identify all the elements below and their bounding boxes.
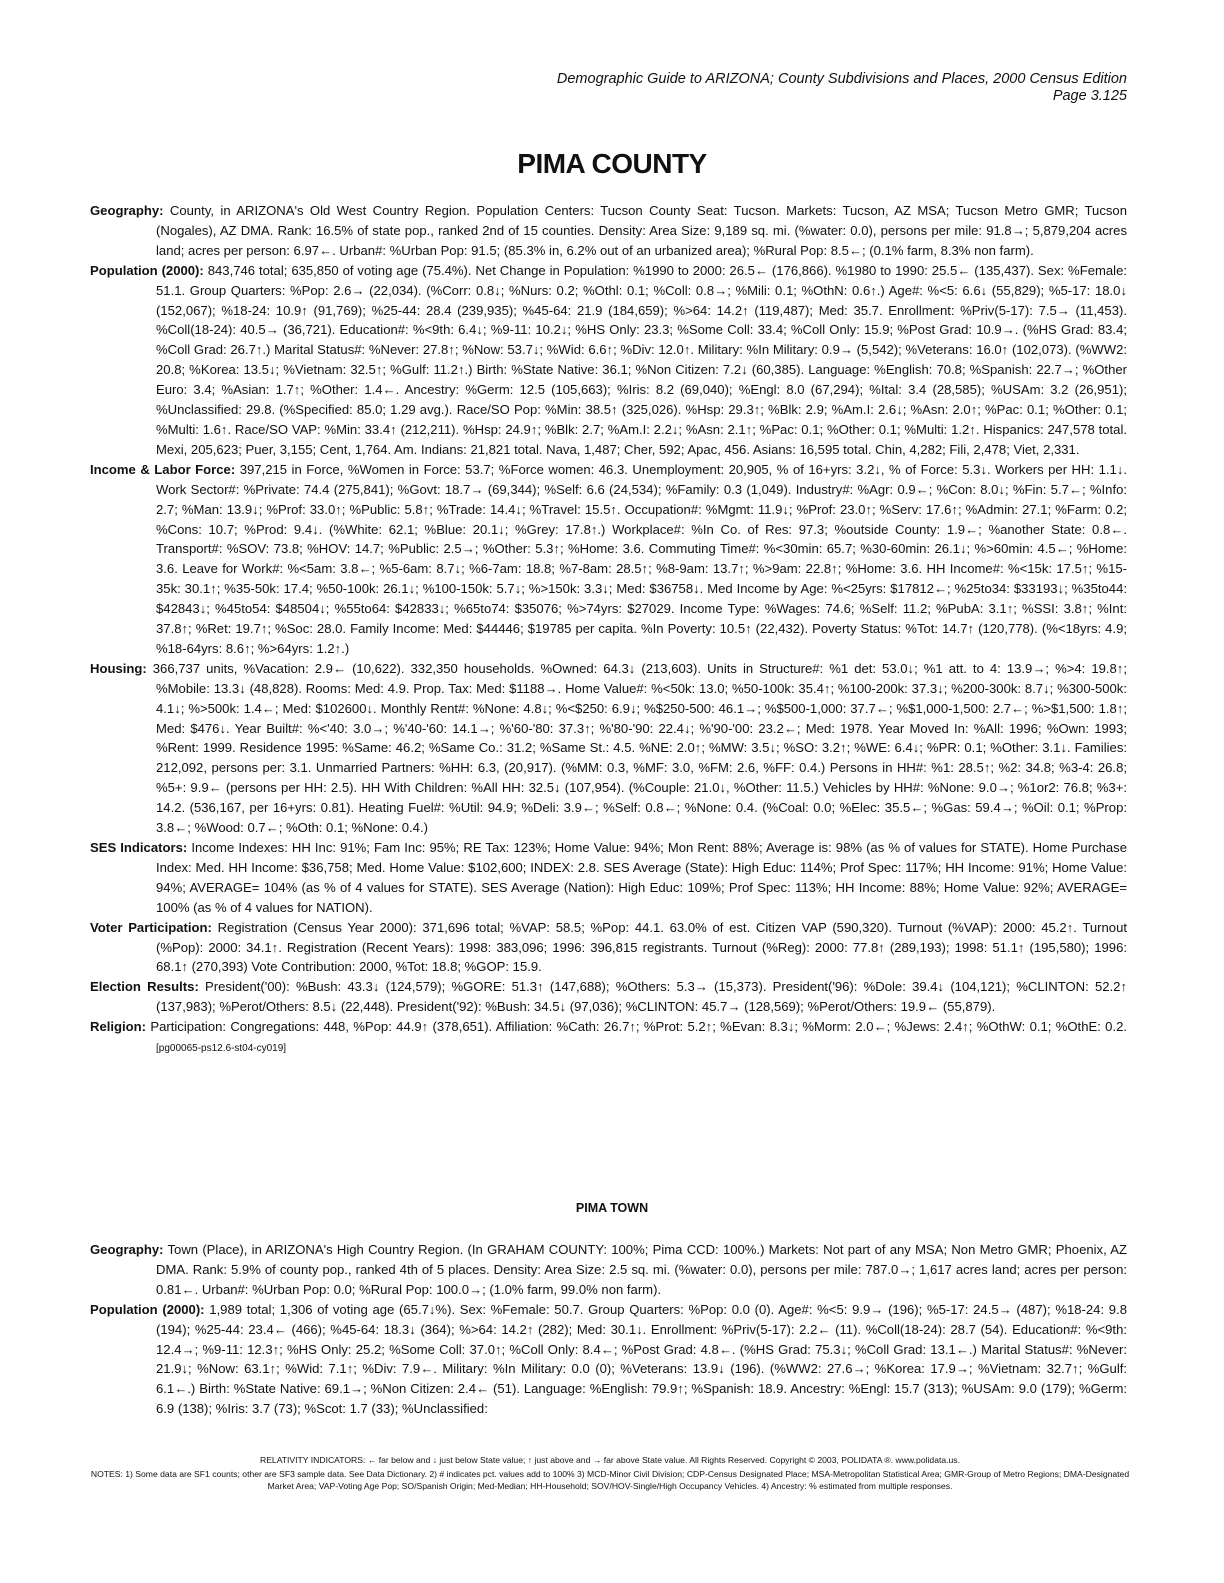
income-entry [90,460,1127,659]
entry-label: Housing: [90,660,147,676]
entry-label: Geography: [90,1242,164,1257]
entry-body: 397,215 in Force, %Women in Force: 53.7; %Force women: 46.3. Unemployment: 20,905, % of 16+yrs: 3.2↓, % of Force: 5.3↓. Workers per HH: 1.1↓. Work Sector#: %Private: 74.4 (275,841); %Govt: 18.7→ (69,344); %Self: 6.6 (24,534); %Family: 0.3 (1,049). Industry#: %Agr: 0.9←; %Con: 8.0↓; %Fin: 5.7←; %Info: 2.7; %Man: 13.9↓; %Prof: 33.0↑; %Public: 5.8↑; %Trade: 14.4↓; %Travel: 15.5↑. Occupation#: %Mgmt: 11.9↓; %Prof: 23.0↑; %Serv: 17.6↑; %Admin: 27.1; %Farm: 0.2; %Cons: 10.7; %Prod: 9.4↓. (%White: 62.1; %Blue: 20.1↓; %Grey: 17.8↑.) Workplace#: %In Co. of Res: 97.3; %outside County: 1.9←; %another State: 0.8←. Transport#: %SOV: 73.8; %HOV: 14.7; %Public: 2.5→; %Other: 5.3↑; %Home: 3.6. Commuting Time#: %<30min: 65.7; %30-60min: 26.1↓; %>60min: 4.5←; %Home: 3.6. Leave for Work#: %<5am: 3.8←; %5-6am: 8.7↓; %6-7am: 18.8; %7-8am: 28.5↑; %8-9am: 13.7↑; %>9am: 22.8↑; %Home: 3.6. HH Income#: %<15k: 17.5↑; %15-35k: 30.1↑; %35-50k: 17.4; %50-100k: 26.1↓; %100-150k: 5.7↓; %>150k: 3.3↓; Med: $36758↓. Med Income by Age: %<25yrs: $17812←; %25to34: $33193↓; %35to44: $42843↓; %45to54: $48504↓; %55to64: $42833↓; %65to74: $35076; %>74yrs: $27029. Income Type: %Wages: 74.6; %Self: 11.2; %PubA: 3.1↑; %SSI: 3.8↑; %Int: 37.8↑; %Ret: 19.7↑; %Soc: 28.0. Family Income: Med: $44446; $19785 per capita. %In Poverty: 10.5↑ (22,432). Poverty Status: %Tot: 14.7↑ (120,778). (%<18yrs: 4.9; %18-64yrs: 8.6↑; %>64yrs: 1.2↑.) [156,461,1128,656]
county-profile [90,201,1127,1059]
housing-entry [90,659,1127,838]
footer-notes: NOTES: 1) Some data are SF1 counts; other are SF3 sample data. See Data Dictionary. 2) # indicates pct. values add to 100% 3) MCD-Minor Civil Division; CDP-Census Designated Place; MSA-Metropolitan Statistical Area; GMR-Group of Metro Regions; DMA-Designated Market Area; VAP-Voting Age Pop; SO/Spanish Origin; Med-Median; HH-Household; SOV/HOV-Single/High Occupancy Vehicles. 4) Ancestry: % estimated from multiple responses. [90,1469,1130,1491]
county-title: PIMA COUNTY [517,148,707,179]
entry-body: 843,746 total; 635,850 of voting age (75.4%). Net Change in Population: %1990 to 2000: 26.5← (176,866). %1980 to 1990: 25.5← (135,437). Sex: %Female: 51.1. Group Quarters: %Pop: 2.6→ (22,034). (%Corr: 0.8↓; %Nurs: 0.2; %Othl: 0.1; %Coll: 0.8→; %Mili: 0.1; %OthN: 0.6↑.) Age#: %<5: 6.6↓ (55,829); %5-17: 18.0↓ (152,067); %18-24: 10.9↑ (91,769); %25-44: 28.4 (239,935); %45-64: 21.9 (184,659); %>64: 14.2↑ (119,487); Med: 35.7. Enrollment: %Priv(5-17): 7.5→ (11,453). %Coll(18-24): 40.5→ (36,721). Education#: %<9th: 6.4↓; %9-11: 10.2↓; %HS Only: 23.3; %Some Coll: 33.4; %Coll Only: 15.9; %Post Grad: 10.9→. (%HS Grad: 83.4; %Coll Grad: 26.7↑.) Marital Status#: %Never: 27.8↑; %Now: 53.7↓; %Wid: 6.6↑; %Div: 12.0↑. Military: %In Military: 0.9→ (5,542); %Veterans: 16.0↑ (102,073). (%WW2: 20.8; %Korea: 13.5↓; %Vietnam: 32.5↑; %Gulf: 11.2↑.) Birth: %State Native: 36.1; %Non Citizen: 7.2↓ (60,385). Language: %English: 70.8; %Spanish: 22.7→; %Other Euro: 3.4; %Asian: 1.7↑; %Other: 1.4←. Ancestry: %Germ: 12.5 (105,663); %Iris: 8.2 (69,040); %Engl: 8.0 (67,294); %Ital: 3.4 (28,585); %USAm: 3.2 (26,951); %Unclassified: 29.8. (%Specified: 85.0; 1.29 avg.). Race/SO Pop: %Min: 38.5↑ (325,026). %Hsp: 29.3↑; %Blk: 2.9; %Am.I: 2.6↓; %Asn: 2.0↑; %Pac: 0.1; %Other: 0.1; %Multi: 1.6↑. Race/SO VAP: %Min: 33.4↑ (212,211). %Hsp: 24.9↑; %Blk: 2.7; %Am.I: 2.2↓; %Asn: 2.1↑; %Pac: 0.1; %Other: 0.1; %Multi: 1.2↑. Hispanics: 247,578 total. Mexi, 205,623; Puer, 3,155; Cent, 1,764. Am. Indians: 21,821 total. Nava, 1,487; Cher, 592; Apac, 456. Asians: 16,595 total. Chin, 4,282; Fili, 2,478; Viet, 2,331. [156,262,1127,457]
entry-body: Town (Place), in ARIZONA's High Country Region. (In GRAHAM COUNTY: 100%; Pima CCD: 100%.) Markets: Not part of any MSA; Non Metro GMR; Phoenix, AZ DMA. Rank: 5.9% of county pop., ranked 4th of 5 places. Density: Area Size: 2.5 sq. mi. (%water: 0.0), persons per mile: 787.0→; 1,617 acres land; acres per person: 0.81←. Urban#: %Urban Pop: 0.0; %Rural Pop: 100.0→; (1.0% farm, 99.0% non farm). [156,1242,1127,1297]
entry-body: Income Indexes: HH Inc: 91%; Fam Inc: 95%; RE Tax: 123%; Home Value: 94%; Mon Rent: 88%; Average is: 98% (as % of values for STATE). Home Purchase Index: Med. HH Income: $36,758; Med. Home Value: $102,600; INDEX: 2.8. SES Average (State): High Educ: 114%; Prof Spec: 117%; HH Income: 91%; Home Value: 94%; AVERAGE= 104% (as % of 4 values for STATE). SES Average (Nation): High Educ: 109%; Prof Spec: 113%; HH Income: 88%; Home Value: 92%; AVERAGE= 100% (as % of 4 values for NATION). [156,840,1127,915]
relativity-indicators: RELATIVITY INDICATORS: ← far below and ↓ just below State value; ↑ just above and → far above State value. All Rights Reserved. Copyright © 2003, POLIDATA ®. www.polidata.us. [259,1455,960,1465]
population-entry [90,261,1127,460]
page-number: Page 3.125 [1052,88,1127,104]
entry-body: County, in ARIZONA's Old West Country Region. Population Centers: Tucson County Seat: Tucson. Markets: Tucson, AZ MSA; Tucson Metro GMR; Tucson (Nogales), AZ DMA. Rank: 16.5% of state pop., ranked 2nd of 15 counties. Density: Area Size: 9,189 sq. mi. (%water: 0.0), persons per mile: 91.8→; 5,879,204 acres land; acres per person: 6.97←. Urban#: %Urban Pop: 91.5; (85.3% in, 6.2% out of an urbanized area); %Rural Pop: 8.5←; (0.1% farm, 8.3% non farm). [156,203,1127,258]
election-entry [90,977,1127,1017]
town-title: PIMA TOWN [575,1201,649,1215]
entry-body: Registration (Census Year 2000): 371,696 total; %VAP: 58.5; %Pop: 44.1. 63.0% of est. Citizen VAP (590,320). Turnout (%VAP): 2000: 45.2↑. Turnout (%Pop): 2000: 34.1↑. Registration (Recent Years): 1998: 383,096; 1996: 396,815 registrants. Turnout (%Reg): 2000: 77.8↑ (289,193); 1998: 51.1↑ (195,580); 1996: 68.1↑ (270,393) Vote Contribution: 2000, %Tot: 18.8; %GOP: 15.9. [156,919,1127,975]
town-profile [90,1240,1127,1419]
geography-entry [90,201,1127,261]
religion-entry [90,1017,1127,1059]
town-geography-entry [90,1240,1127,1300]
town-population-entry [90,1300,1127,1419]
voter-entry [90,918,1127,978]
guide-title: Demographic Guide to ARIZONA; County Subdivisions and Places, 2000 Census Edition [556,71,1127,87]
entry-label: Election Results: [90,979,199,995]
entry-label: Geography: [90,203,164,218]
record-code: [pg00065-ps12.6-st04-cy019] [156,1043,287,1055]
entry-label: Income & Labor Force: [90,461,236,477]
entry-label: Population (2000): [90,1301,205,1317]
entry-label: Population (2000): [90,262,204,278]
entry-label: Voter Participation: [90,919,212,935]
entry-body: 366,737 units, %Vacation: 2.9← (10,622). 332,350 households. %Owned: 64.3↓ (213,603). Units in Structure#: %1 det: 53.0↓; %1 att. to 4: 13.9→; %>4: 19.8↑; %Mobile: 13.3↓ (48,828). Rooms: Med: 4.9. Prop. Tax: Med: $1188→. Home Value#: %<50k: 13.0; %50-100k: 35.4↑; %100-200k: 37.3↓; %200-300k: 8.7↓; %300-500k: 4.1↓; %>500k: 1.4←; Med: $102600↓. Monthly Rent#: %None: 4.8↓; %<$250: 6.9↓; %$250-500: 46.1→; %$500-1,000: 37.7←; %$1,000-1,500: 2.7←; %>$1,500: 1.8↑; Med: $476↓. Year Built#: %<'40: 3.0→; %'40-'60: 14.1→; %'60-'80: 37.3↑; %'80-'90: 22.4↓; %'90-'00: 23.2←; Med: 1978. Year Moved In: %All: 1996; %Own: 1993; %Rent: 1999. Residence 1995: %Same: 46.2; %Same Co.: 31.2; %Same St.: 4.5. %NE: 2.0↑; %MW: 3.5↓; %SO: 3.2↑; %WE: 6.4↓; %PR: 0.1; %Other: 3.1↓. Families: 212,092, persons per: 3.1. Unmarried Partners: %HH: 6.3, (20,917). (%MM: 0.3, %MF: 3.0, %FM: 2.6, %FF: 0.4.) Persons in HH#: %1: 28.5↑; %2: 34.8; %3-4: 26.8; %5+: 9.9← (persons per HH: 2.5). HH With Children: %All HH: 32.5↓ (107,954). (%Couple: 21.0↓, %Other: 11.5.) Vehicles by HH#: %None: 9.0→; %1or2: 76.8; %3+: 14.2. (536,167, per 16+yrs: 0.81). Heating Fuel#: %Util: 94.9; %Deli: 3.9←; %Self: 0.8←; %None: 0.4. (%Coal: 0.0; %Elec: 35.5←; %Gas: 59.4→; %Oil: 0.1; %Prop: 3.8←; %Wood: 0.7←; %Oth: 0.1; %None: 0.4.) [152,660,1127,836]
entry-body: Participation: Congregations: 448, %Pop: 44.9↑ (378,651). Affiliation: %Cath: 26.7↑; %Prot: 5.2↑; %Evan: 8.3↓; %Morm: 2.0←; %Jews: 2.4↑; %OthW: 0.1; %OthE: 0.2. [150,1019,1128,1035]
ses-entry [90,838,1127,918]
page-header [557,71,1127,105]
entry-label: Religion: [90,1019,147,1035]
entry-body: President('00): %Bush: 43.3↓ (124,579); %GORE: 51.3↑ (147,688); %Others: 5.3→ (15,373). President('96): %Dole: 39.4↓ (104,121); %CLINTON: 52.2↑ (137,983); %Perot/Others: 8.5↓ (22,448). President('92): %Bush: 34.5↓ (97,036); %CLINTON: 45.7→ (128,569); %Perot/Others: 19.9← (55,879). [156,979,1128,1015]
entry-body: 1,989 total; 1,306 of voting age (65.7↓%). Sex: %Female: 50.7. Group Quarters: %Pop: 0.0 (0). Age#: %<5: 9.9→ (196); %5-17: 24.5→ (487); %18-24: 9.8 (194); %25-44: 23.4← (466); %45-64: 18.3↓ (364); %>64: 14.2↑ (282); Med: 30.1↓. Enrollment: %Priv(5-17): 2.2← (11). %Coll(18-24): 28.7 (54). Education#: %<9th: 12.4→; %9-11: 12.3↑; %HS Only: 25.2; %Some Coll: 37.0↑; %Coll Only: 8.4←; %Post Grad: 4.8←. (%HS Grad: 75.3↓; %Coll Grad: 13.1←.) Marital Status#: %Never: 21.9↓; %Now: 63.1↑; %Wid: 7.1↑; %Div: 7.9←. Military: %In Military: 0.0 (0); %Veterans: 13.9↓ (196). (%WW2: 27.6→; %Korea: 17.9→; %Vietnam: 32.7↑; %Gulf: 6.1←.) Birth: %State Native: 69.1→; %Non Citizen: 2.4← (51). Language: %English: 79.9↑; %Spanish: 18.9. Ancestry: %Engl: 15.7 (313); %USAm: 9.0 (179); %Germ: 6.9 (138); %Iris: 3.7 (73); %Scot: 1.7 (33); %Unclassified: [156,1301,1127,1417]
entry-label: SES Indicators: [90,840,188,855]
